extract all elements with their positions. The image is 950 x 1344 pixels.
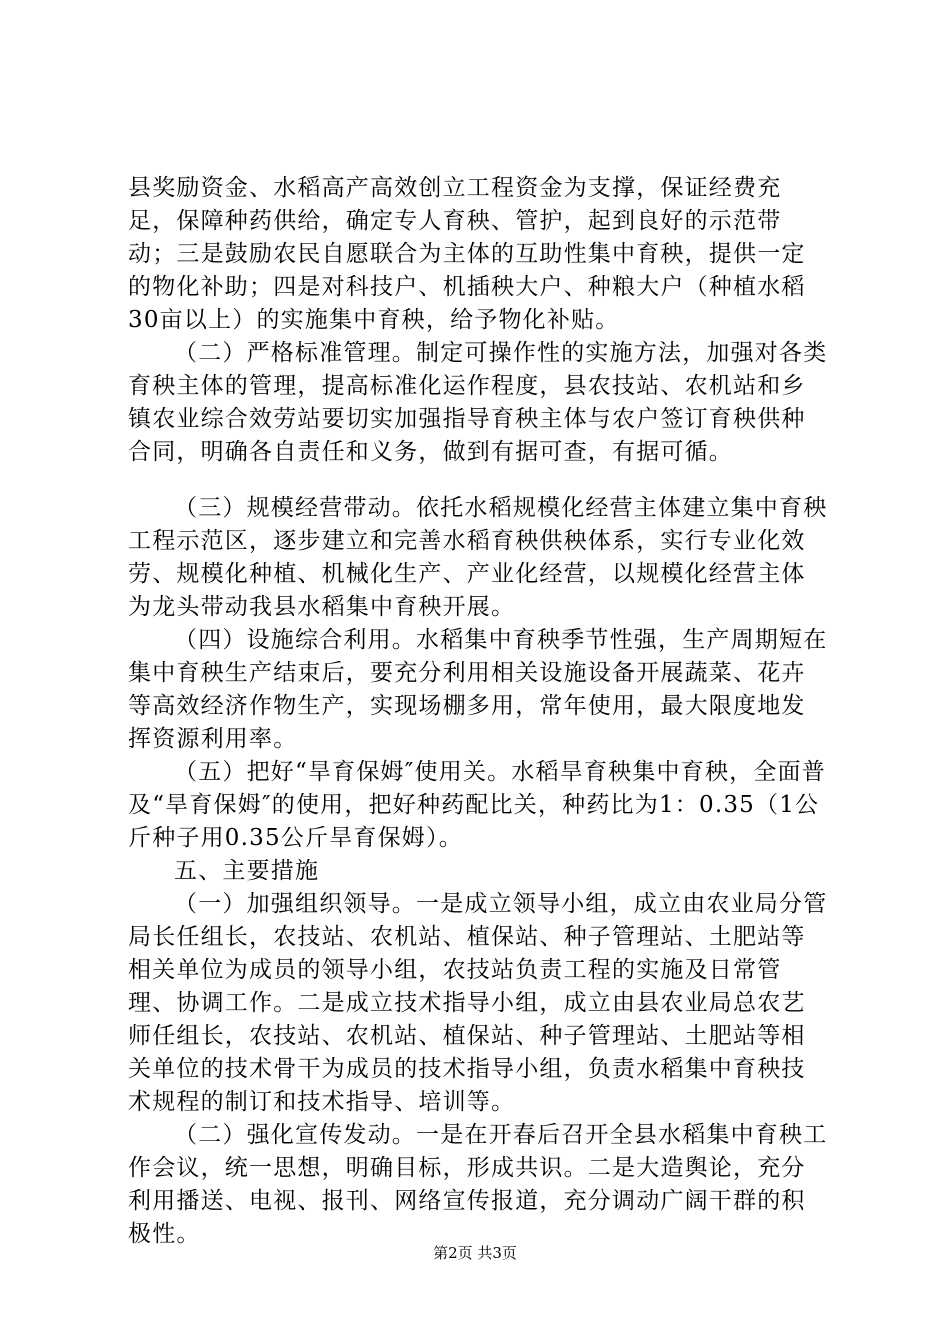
- page-number-footer: 第2页 共3页: [433, 1244, 517, 1262]
- paragraph-dry-nursery-agent: （五）把好“旱育保姆″使用关。水稻旱育秧集中育秧，全面普及“旱育保姆″的使用，把好种药配比关，种药比为1：0.35（1公斤种子用0.35公斤旱育保姆）。: [128, 759, 826, 851]
- paragraph-facility-utilization: （四）设施综合利用。水稻集中育秧季节性强，生产周期短在集中育秧生产结束后，要充分利用相关设施设备开展蔬菜、花卉等高效经济作物生产，实现场棚多用，常年使用，最大限度地发挥资源利用率。: [128, 627, 828, 752]
- paragraph-organization-leadership: （一）加强组织领导。一是成立领导小组，成立由农业局分管局长任组长，农技站、农机站、植保站、种子管理站、土肥站等相关单位为成员的领导小组，农技站负责工程的实施及日常管理、协调工作。二是成立技术指导小组，成立由县农业局总农艺师任组长，农技站、农机站、植保站、种子管理站、土肥站等相关单位的技术骨干为成员的技术指导小组，负责水稻集中育秧技术规程的制订和技术指导、培训等。: [128, 891, 828, 1115]
- paragraph-standard-management: （二）严格标准管理。制定可操作性的实施方法，加强对各类育秧主体的管理，提高标准化运作程度，县农技站、农机站和乡镇农业综合效劳站要切实加强指导育秧主体与农户签订育秧供种合同，明确各自责任和义务，做到有据可查，有据可循。: [128, 340, 828, 465]
- document-body: [128, 172, 828, 1251]
- paragraph-scale-operation: （三）规模经营带动。依托水稻规模化经营主体建立集中育秧工程示范区，逐步建立和完善水稻育秧供秧体系，实行专业化效劳、规模化种植、机械化生产、产业化经营，以规模化经营主体为龙头带动我县水稻集中育秧开展。: [128, 495, 828, 620]
- section-heading-main-measures: 五、主要措施: [174, 858, 320, 884]
- paragraph-continuation: 县奖励资金、水稻高产高效创立工程资金为支撑，保证经费充足，保障种药供给，确定专人育秧、管护，起到良好的示范带动；三是鼓励农民自愿联合为主体的互助性集中育秧，提供一定的物化补助；四是对科技户、机插秧大户、种粮大户（种植水稻30亩以上）的实施集中育秧，给予物化补贴。: [128, 175, 806, 333]
- paragraph-publicity-mobilization: （二）强化宣传发动。一是在开春后召开全县水稻集中育秧工作会议，统一思想，明确目标，形成共识。二是大造舆论，充分利用播送、电视、报刊、网络宣传报道，充分调动广阔干群的积极性。: [128, 1122, 828, 1247]
